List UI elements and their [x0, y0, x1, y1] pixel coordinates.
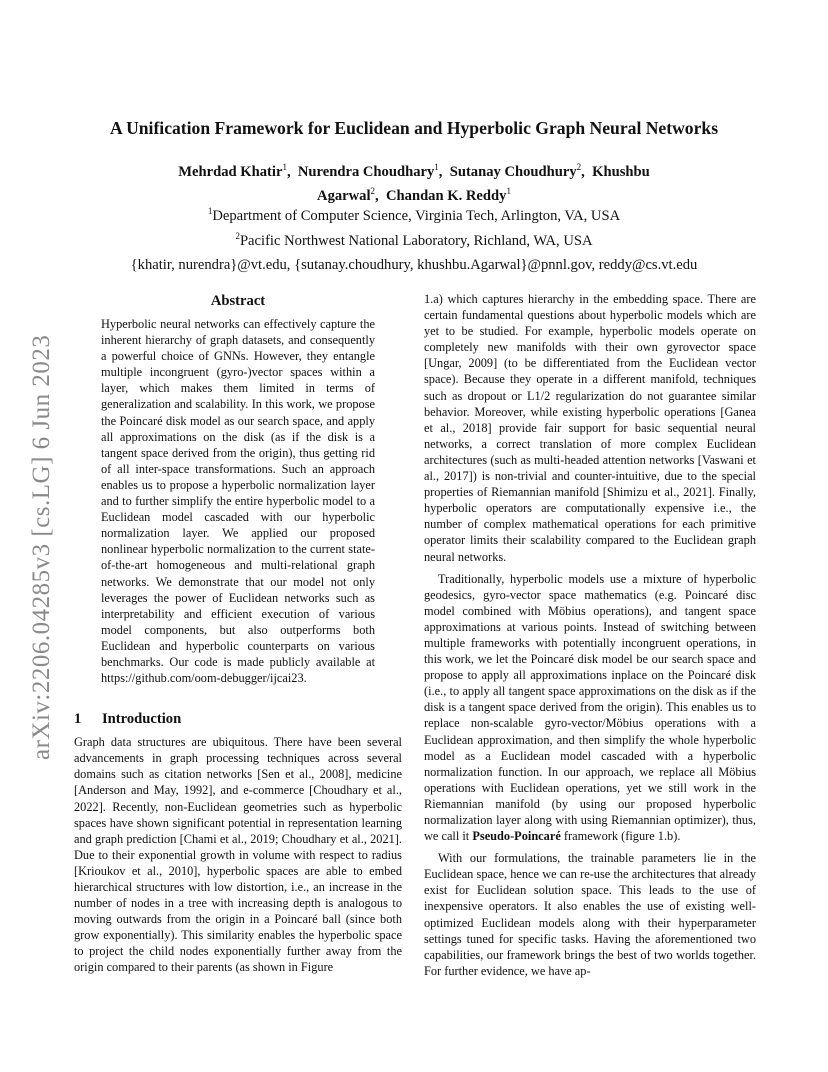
- affil-marker: 1: [506, 185, 511, 196]
- affiliation-line: $^1$Department of Computer Science, Virginia Tech, Arlington, VA, USA: [207, 206, 621, 224]
- affil-marker: 2: [370, 185, 376, 196]
- separator: ,: [438, 163, 443, 180]
- author-name: Mehrdad Khatir: [178, 163, 283, 180]
- section-number: 1: [74, 711, 82, 728]
- author-name: Nurendra Choudhary: [297, 163, 435, 180]
- abstract-text: Hyperbolic neural networks can effectively capture the inherent hierarchy of graph datasets, and consequently a powerful choice of GNNs. However, they entangle multiple incongruent (gyro-)vector spaces within a layer, which makes them limited in terms of generalization and scalability. In this work, we propose the Poincaré disk model as our search space, and apply all approximations on the disk (as if the disk is a tangent space derived from the origin), thus getting rid of all inter-space transformations. Such an approach enables us to propose a hyperbolic normalization layer and to further simplify the entire hyperbolic model to a Euclidean model cascaded with our hyperbolic normalization layer. We applied our proposed nonlinear hyperbolic normalization to the current state-of-the-art homogeneous and multi-relational graph networks. We demonstrate that our model not only leverages the power of Euclidean networks such as interpretability and efficient execution of various model components, but also outperforms both Euclidean and hyperbolic counterparts on various benchmarks. Our code is made publicly available at https://github.com/oom-debugger/ijcai23.: [101, 317, 375, 686]
- separator: ,: [581, 163, 585, 180]
- arxiv-stamp: arXiv:2206.04285v3 [cs.LG] 6 Jun 2023: [28, 334, 55, 760]
- paper-title: A Unification Framework for Euclidean and Hyperbolic Graph Neural Networks: [109, 118, 719, 138]
- affil-marker: 2: [576, 162, 582, 172]
- affil-marker: 1: [282, 162, 287, 172]
- framework-name: Pseudo-Poincaré: [472, 829, 561, 844]
- author-name: Chandan K. Reddy: [386, 187, 507, 204]
- affiliations: [70, 201, 758, 275]
- left-column: [74, 292, 402, 976]
- abstract-heading: Abstract: [210, 293, 266, 309]
- author-list: [110, 158, 718, 206]
- affil-marker: 1: [207, 206, 213, 216]
- right-column: [424, 291, 756, 979]
- body-paragraph: 1.a) which captures hierarchy in the embedding space. There are certain fundamental questions about hyperbolic models which are yet to be studied. For example, hyperbolic models operate on completely new manifolds with their own gyrovector space [Ungar, 2009] (to be differentiated from the Euclidean vector space). Because they operate in a different manifold, techniques such as dropout or L1/2 regularization do not guarantee similar behavior. Moreover, while existing hyperbolic operations [Ganea et al., 2018] provide fair support for basic sequential neural networks, a correct translation of more complex Euclidean architectures (such as multi-headed attention networks [Vaswani et al., 2017]) is non-trivial and counter-intuitive, due to the special properties of Riemannian manifold [Shimizu et al., 2021]. Finally, hyperbolic operators are computationally expensive i.e., the number of complex mathematical operations for each primitive operator limits their scalability compared to the Euclidean graph neural networks.: [424, 292, 756, 564]
- author-name: Khushbu: [592, 163, 650, 180]
- affil-marker: 2: [235, 230, 240, 241]
- body-paragraph: With our formulations, the trainable parameters lie in the Euclidean space, hence we can re-use the architectures that already exist for Euclidean solution space. This leads to the use of inexpensive operators. It also enables the use of existing well-optimized Euclidean models along with their hyperparameter settings tuned for specific tasks. Having the aforementioned two capabilities, our framework brings the best of two worlds together. For further evidence, we have ap-: [424, 851, 756, 978]
- author-name: Agarwal: [317, 187, 371, 204]
- body-paragraph: Graph data structures are ubiquitous. There have been several advancements in graph processing techniques across several domains such as citation networks [Sen et al., 2008], medicine [Anderson and May, 1992], and e-commerce [Choudhary et al., 2022]. Recently, non-Euclidean geometries such as hyperbolic spaces have shown significant potential in representation learning and graph prediction [Chami et al., 2019; Choudhary et al., 2021]. Due to their exponential growth in volume with respect to radius [Krioukov et al., 2010], hyperbolic spaces are able to embed hierarchical structures with low distortion, i.e., an increase in the number of nodes in a tree with increasing depth is analogous to moving outwards from the origin in a Poincaré ball (since both grow exponentially). This similarity enables the hyperbolic space to project the child nodes exponentially further away from the origin compared to their parents (as shown in Figure: [74, 735, 402, 975]
- email-line: {khatir, nurendra}@vt.edu, {sutanay.choudhury, khushbu.Agarwal}@pnnl.gov, reddy@cs.vt.edu: [130, 256, 698, 273]
- section-heading-introduction: [74, 710, 402, 728]
- section-title: Introduction: [102, 711, 182, 728]
- separator: ,: [375, 187, 379, 204]
- author-name: Sutanay Choudhury: [449, 163, 577, 180]
- separator: ,: [286, 163, 291, 180]
- affil-marker: 1: [434, 162, 439, 172]
- body-paragraph: Traditionally, hyperbolic models use a mixture of hyperbolic geodesics, gyro-vector space mathematics (e.g. Poincaré disc model combined with Möbius operations), and tangent space approximations at various points. Instead of switching between multiple frameworks with potentially incongruent operations, in this work, we let the Poincaré disk model be our search space and propose to apply all approximations inplace on the Poincaré disk (i.e., to apply all tangent space approximations on the disk as if the disk is a tangent space derived from the origin). This enables us to replace non-scalable gyro-vector/Möbius operations with a Euclidean approximation, and then simplify the whole hyperbolic model as a Euclidean model cascaded with a hyperbolic normalization function. In our approach, we replace all Möbius operations with Euclidean operations, yet we still work in the Riemannian manifold (by using our proposed hyperbolic normalization layer along with using Riemannian optimizer), thus, we call it Pseudo-Poincaré framework (figure 1.b).: [424, 571, 756, 844]
- affiliation-line: $^2$Pacific Northwest National Laboratory, Richland, WA, USA: [235, 230, 593, 249]
